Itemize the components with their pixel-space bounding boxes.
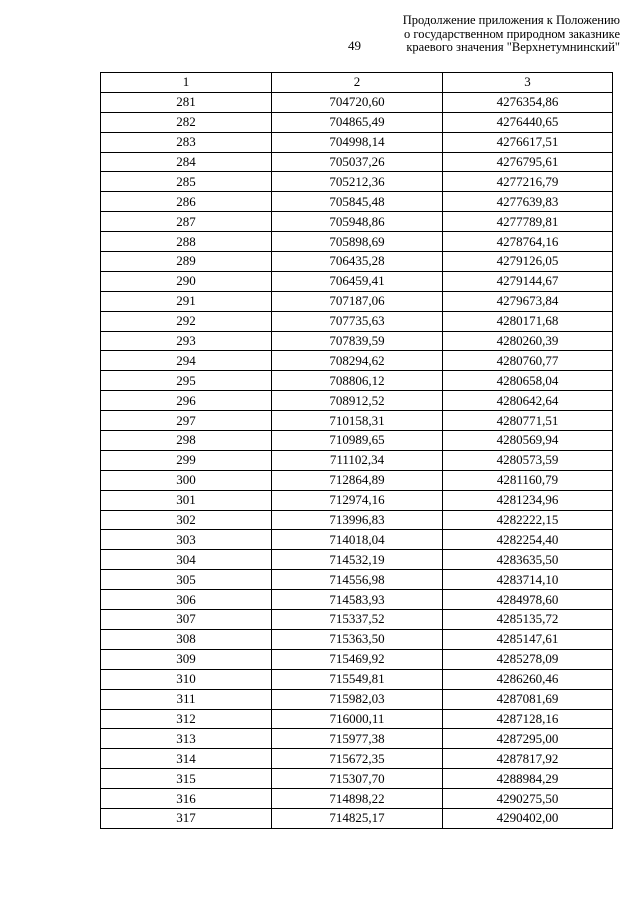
cell-x-coordinate: 715307,70 [272,769,443,789]
table-row [101,351,613,371]
table-body [101,92,613,828]
cell-x-coordinate: 714018,04 [272,530,443,550]
cell-x-coordinate: 712864,89 [272,470,443,490]
cell-point-number: 317 [101,808,272,828]
cell-x-coordinate: 707735,63 [272,311,443,331]
cell-point-number: 315 [101,769,272,789]
table-row [101,172,613,192]
cell-y-coordinate: 4276354,86 [443,92,613,112]
column-header-y-coordinate: 3 [443,73,613,93]
table-row [101,550,613,570]
table-row [101,152,613,172]
cell-point-number: 309 [101,649,272,669]
cell-x-coordinate: 715982,03 [272,689,443,709]
table-row [101,570,613,590]
cell-y-coordinate: 4280658,04 [443,371,613,391]
cell-y-coordinate: 4283714,10 [443,570,613,590]
cell-point-number: 285 [101,172,272,192]
cell-point-number: 291 [101,291,272,311]
cell-x-coordinate: 706435,28 [272,252,443,272]
cell-y-coordinate: 4288984,29 [443,769,613,789]
cell-point-number: 295 [101,371,272,391]
cell-y-coordinate: 4287295,00 [443,729,613,749]
cell-x-coordinate: 708806,12 [272,371,443,391]
cell-point-number: 307 [101,610,272,630]
cell-x-coordinate: 711102,34 [272,450,443,470]
header-line: Продолжение приложения к Положению [402,13,620,27]
cell-y-coordinate: 4281234,96 [443,490,613,510]
cell-point-number: 301 [101,490,272,510]
cell-y-coordinate: 4285278,09 [443,649,613,669]
cell-point-number: 308 [101,629,272,649]
cell-y-coordinate: 4290275,50 [443,789,613,809]
cell-x-coordinate: 708912,52 [272,391,443,411]
cell-point-number: 288 [101,232,272,252]
cell-point-number: 292 [101,311,272,331]
cell-y-coordinate: 4278764,16 [443,232,613,252]
table-row [101,450,613,470]
cell-y-coordinate: 4286260,46 [443,669,613,689]
table-row [101,789,613,809]
cell-x-coordinate: 708294,62 [272,351,443,371]
cell-y-coordinate: 4277639,83 [443,192,613,212]
cell-x-coordinate: 705948,86 [272,212,443,232]
cell-y-coordinate: 4277216,79 [443,172,613,192]
table-row [101,689,613,709]
cell-y-coordinate: 4287081,69 [443,689,613,709]
table-row [101,92,613,112]
cell-x-coordinate: 715977,38 [272,729,443,749]
cell-x-coordinate: 714825,17 [272,808,443,828]
cell-y-coordinate: 4285147,61 [443,629,613,649]
cell-point-number: 289 [101,252,272,272]
table-row [101,590,613,610]
cell-x-coordinate: 705037,26 [272,152,443,172]
cell-point-number: 287 [101,212,272,232]
cell-x-coordinate: 714898,22 [272,789,443,809]
table-row [101,470,613,490]
cell-x-coordinate: 710158,31 [272,411,443,431]
cell-y-coordinate: 4280573,59 [443,450,613,470]
table-row [101,311,613,331]
table-header-row [101,73,613,93]
column-header-x-coordinate: 2 [272,73,443,93]
cell-x-coordinate: 705212,36 [272,172,443,192]
table-row [101,331,613,351]
table-row [101,610,613,630]
table-row [101,649,613,669]
column-header-point-number: 1 [101,73,272,93]
cell-y-coordinate: 4284978,60 [443,590,613,610]
table-row [101,629,613,649]
table-row [101,669,613,689]
table-row [101,490,613,510]
cell-x-coordinate: 712974,16 [272,490,443,510]
cell-y-coordinate: 4280642,64 [443,391,613,411]
table-row [101,212,613,232]
cell-y-coordinate: 4280260,39 [443,331,613,351]
cell-y-coordinate: 4281160,79 [443,470,613,490]
cell-y-coordinate: 4280771,51 [443,411,613,431]
table-row [101,371,613,391]
cell-point-number: 300 [101,470,272,490]
header-line: о государственном природном заказнике [404,26,620,41]
cell-point-number: 303 [101,530,272,550]
cell-x-coordinate: 704998,14 [272,132,443,152]
cell-point-number: 311 [101,689,272,709]
cell-point-number: 297 [101,411,272,431]
cell-x-coordinate: 704865,49 [272,112,443,132]
cell-y-coordinate: 4280760,77 [443,351,613,371]
cell-point-number: 283 [101,132,272,152]
cell-point-number: 305 [101,570,272,590]
cell-y-coordinate: 4282222,15 [443,510,613,530]
table-row [101,808,613,828]
cell-y-coordinate: 4287817,92 [443,749,613,769]
cell-point-number: 290 [101,271,272,291]
cell-y-coordinate: 4287128,16 [443,709,613,729]
cell-y-coordinate: 4276795,61 [443,152,613,172]
table-row [101,709,613,729]
cell-y-coordinate: 4280171,68 [443,311,613,331]
table-row [101,411,613,431]
page-number: 49 [348,38,361,53]
cell-x-coordinate: 706459,41 [272,271,443,291]
cell-point-number: 282 [101,112,272,132]
cell-point-number: 299 [101,450,272,470]
table-row [101,271,613,291]
cell-y-coordinate: 4285135,72 [443,610,613,630]
header-line: краевого значения "Верхнетумнинский" [406,40,620,54]
cell-point-number: 296 [101,391,272,411]
cell-y-coordinate: 4279126,05 [443,252,613,272]
cell-point-number: 314 [101,749,272,769]
table-row [101,112,613,132]
cell-x-coordinate: 710989,65 [272,431,443,451]
cell-y-coordinate: 4279144,67 [443,271,613,291]
cell-point-number: 298 [101,431,272,451]
cell-y-coordinate: 4282254,40 [443,530,613,550]
cell-x-coordinate: 716000,11 [272,709,443,729]
cell-point-number: 313 [101,729,272,749]
cell-x-coordinate: 713996,83 [272,510,443,530]
cell-x-coordinate: 707187,06 [272,291,443,311]
cell-x-coordinate: 715363,50 [272,629,443,649]
cell-point-number: 302 [101,510,272,530]
cell-y-coordinate: 4290402,00 [443,808,613,828]
table-row [101,291,613,311]
cell-point-number: 304 [101,550,272,570]
cell-x-coordinate: 715672,35 [272,749,443,769]
table-row [101,132,613,152]
appendix-header-note [360,14,620,55]
cell-point-number: 281 [101,92,272,112]
cell-x-coordinate: 715469,92 [272,649,443,669]
cell-point-number: 312 [101,709,272,729]
cell-x-coordinate: 705898,69 [272,232,443,252]
table-row [101,769,613,789]
cell-point-number: 306 [101,590,272,610]
cell-point-number: 294 [101,351,272,371]
coordinates-table [100,72,613,829]
cell-x-coordinate: 715337,52 [272,610,443,630]
cell-x-coordinate: 705845,48 [272,192,443,212]
cell-x-coordinate: 714583,93 [272,590,443,610]
table-row [101,530,613,550]
table-row [101,729,613,749]
cell-point-number: 310 [101,669,272,689]
table-row [101,431,613,451]
cell-y-coordinate: 4276617,51 [443,132,613,152]
cell-x-coordinate: 704720,60 [272,92,443,112]
table-row [101,252,613,272]
cell-x-coordinate: 715549,81 [272,669,443,689]
table-row [101,510,613,530]
cell-y-coordinate: 4276440,65 [443,112,613,132]
table-row [101,391,613,411]
cell-y-coordinate: 4283635,50 [443,550,613,570]
cell-y-coordinate: 4279673,84 [443,291,613,311]
cell-x-coordinate: 714532,19 [272,550,443,570]
cell-point-number: 286 [101,192,272,212]
table-row [101,192,613,212]
table-row [101,232,613,252]
cell-x-coordinate: 714556,98 [272,570,443,590]
cell-y-coordinate: 4280569,94 [443,431,613,451]
cell-y-coordinate: 4277789,81 [443,212,613,232]
cell-x-coordinate: 707839,59 [272,331,443,351]
cell-point-number: 293 [101,331,272,351]
table-row [101,749,613,769]
table-header [101,73,613,93]
cell-point-number: 316 [101,789,272,809]
cell-point-number: 284 [101,152,272,172]
